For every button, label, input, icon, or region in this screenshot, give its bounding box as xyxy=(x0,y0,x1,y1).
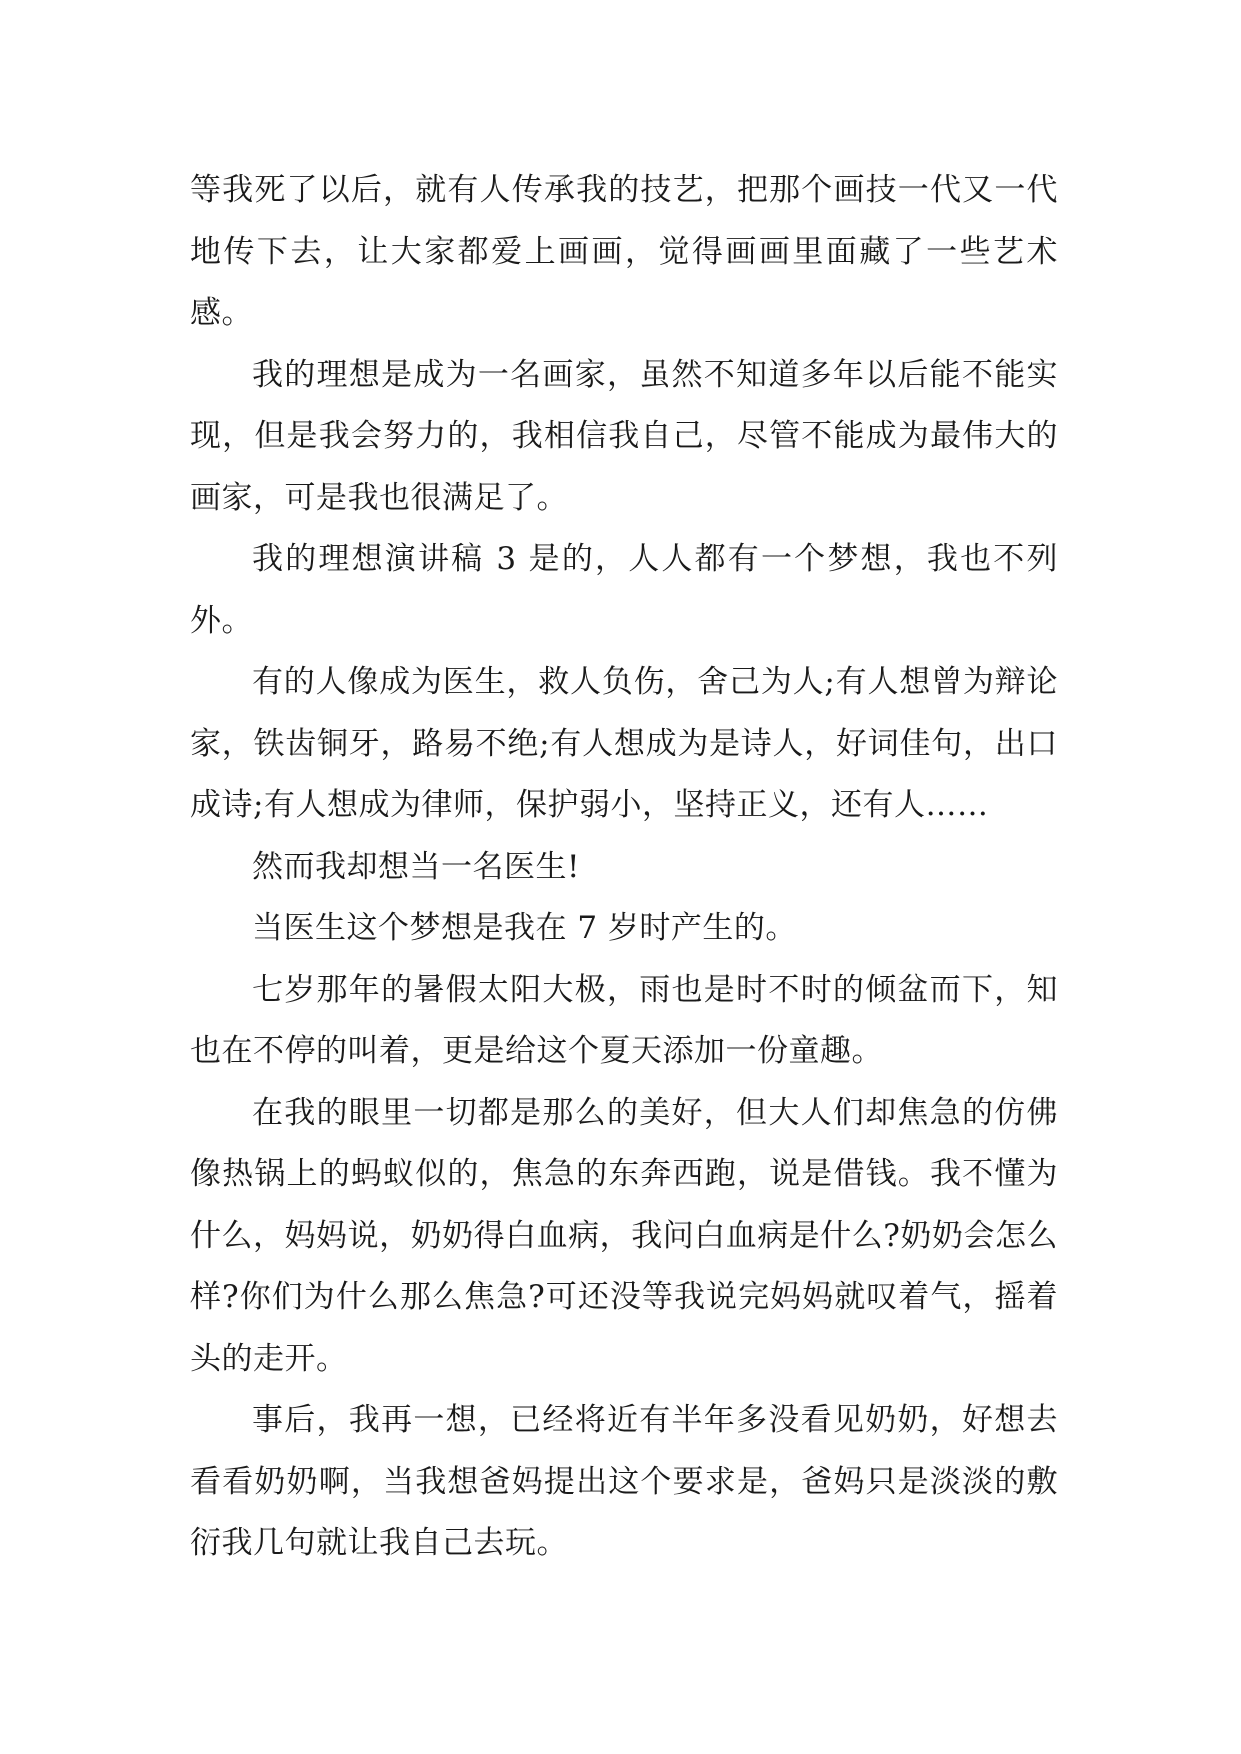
paragraph-4: 有的人像成为医生，救人负伤，舍己为人;有人想曾为辩论家，铁齿铜牙，路易不绝;有人想成为是诗人，好词佳句，出口成诗;有人想成为律师，保护弱小，坚持正义，还有人…… xyxy=(190,664,1058,823)
paragraph-5: 然而我却想当一名医生! xyxy=(252,848,580,885)
paragraph-8: 在我的眼里一切都是那么的美好，但大人们却焦急的仿佛像热锅上的蚂蚁似的，焦急的东奔西跑，说是借钱。我不懂为什么，妈妈说，奶奶得白血病，我问白血病是什么?奶奶会怎么样?你们为什么那么焦急?可还没等我说完妈妈就叹着气，摇着头的走开。 xyxy=(190,1094,1058,1377)
paragraph-6: 当医生这个梦想是我在 7 岁时产生的。 xyxy=(252,910,797,946)
paragraph-2: 我的理想是成为一名画家，虽然不知道多年以后能不能实现，但是我会努力的，我相信我自己，尽管不能成为最伟大的画家，可是我也很满足了。 xyxy=(190,356,1058,516)
document-page xyxy=(190,160,1058,1575)
paragraph-9: 事后，我再一想，已经将近有半年多没看见奶奶，好想去看看奶奶啊，当我想爸妈提出这个要求是，爸妈只是淡淡的敷衍我几句就让我自己去玩。 xyxy=(190,1402,1058,1561)
paragraph-1: 等我死了以后，就有人传承我的技艺，把那个画技一代又一代地传下去，让大家都爱上画画，觉得画画里面藏了一些艺术感。 xyxy=(190,172,1058,331)
paragraph-3: 我的理想演讲稿 3 是的，人人都有一个梦想，我也不列外。 xyxy=(190,541,1058,639)
paragraph-7: 七岁那年的暑假太阳大极，雨也是时不时的倾盆而下，知也在不停的叫着，更是给这个夏天添加一份童趣。 xyxy=(190,971,1058,1069)
